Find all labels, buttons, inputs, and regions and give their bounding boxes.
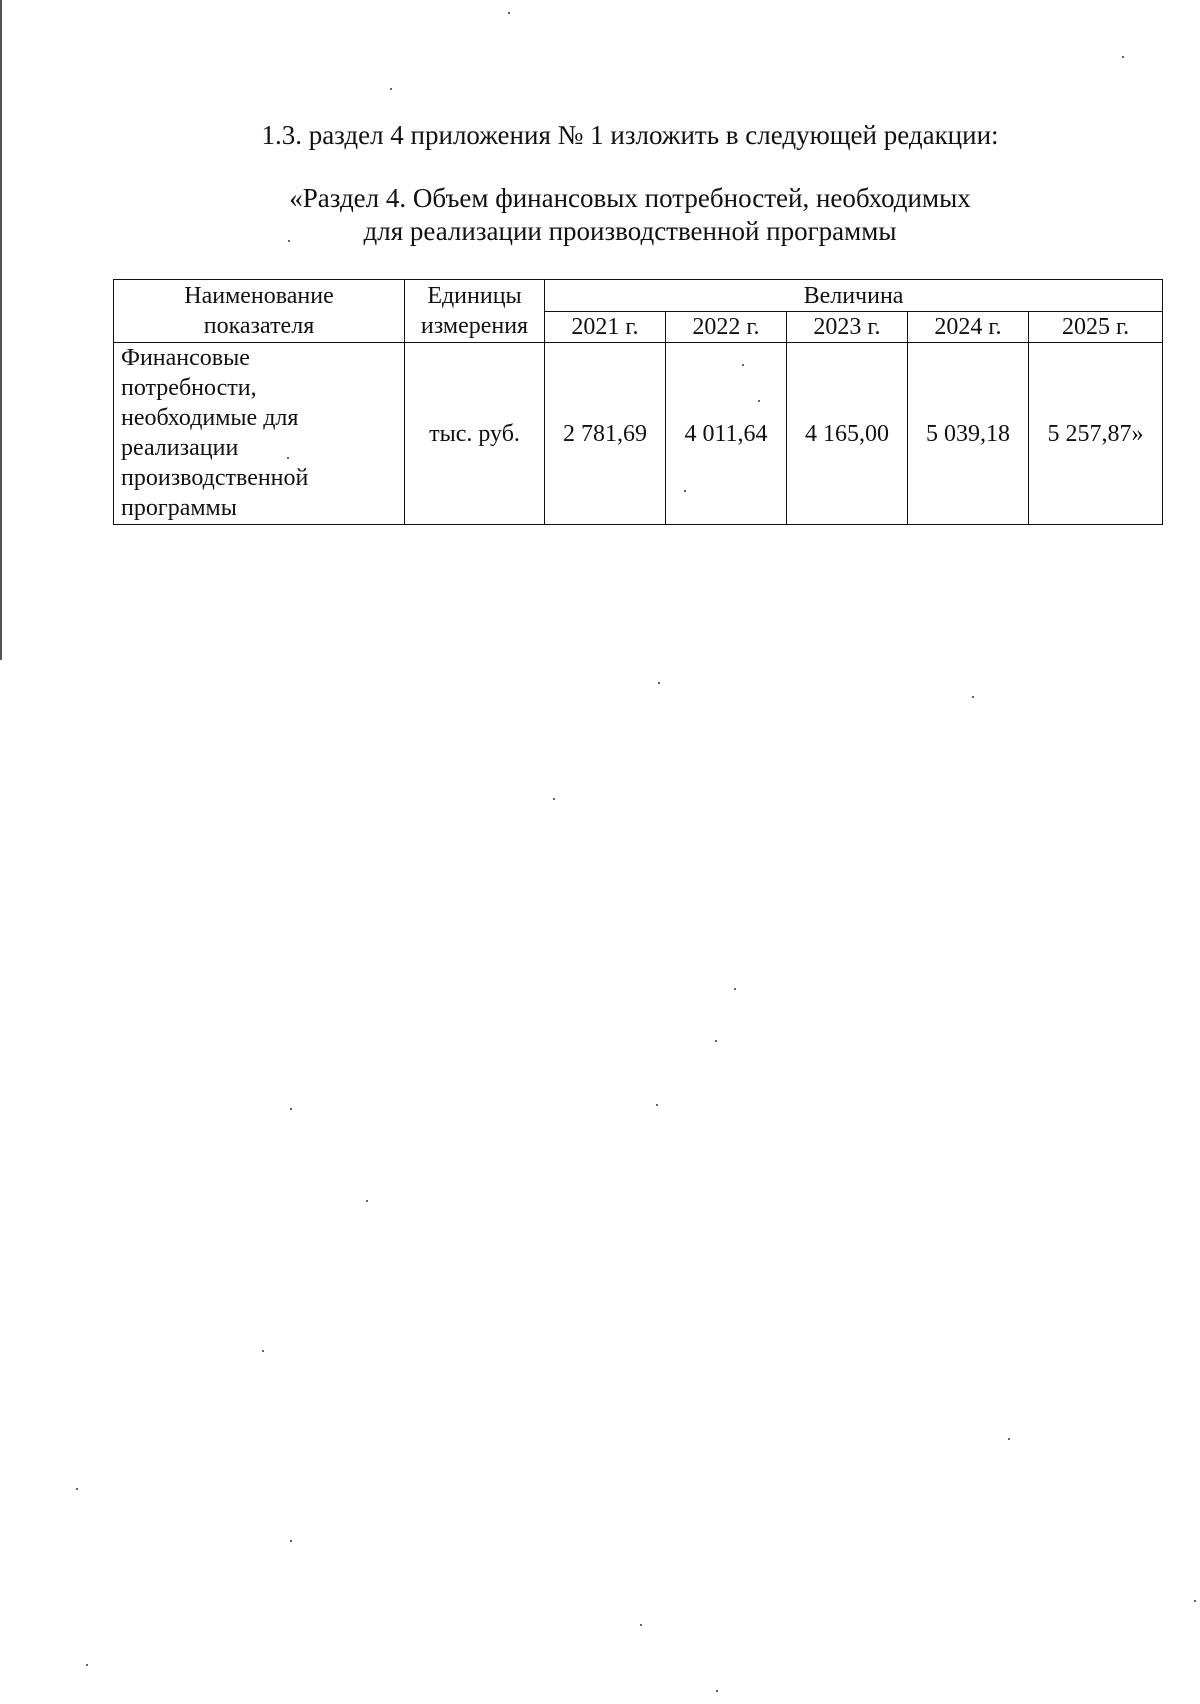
section-title-line-2: для реализации производственной программы	[363, 216, 897, 246]
scan-speck	[287, 457, 289, 459]
row-value-2025: 5 257,87»	[1029, 343, 1163, 525]
row-indicator-name: Финансовые потребности, необходимые для реализации производственной программы	[114, 343, 405, 525]
scan-speck	[553, 798, 555, 800]
scan-speck	[290, 1108, 292, 1110]
header-unit: Единицы измерения	[405, 280, 545, 343]
row-value-2022: 4 011,64	[666, 343, 787, 525]
scan-speck	[658, 682, 660, 684]
scan-speck	[288, 240, 290, 242]
scan-speck	[1194, 1600, 1196, 1602]
row-value-2023: 4 165,00	[787, 343, 908, 525]
scan-speck	[76, 1488, 78, 1490]
row-value-2021: 2 781,69	[545, 343, 666, 525]
table-row	[114, 343, 1163, 525]
scan-speck	[1008, 1438, 1010, 1440]
table-header-row-1	[114, 280, 1163, 312]
scan-speck	[716, 1690, 718, 1692]
header-year-2022: 2022 г.	[666, 312, 787, 343]
scan-speck	[262, 1350, 264, 1352]
intro-paragraph: 1.3. раздел 4 приложения № 1 изложить в следующей редакции:	[261, 120, 999, 150]
scan-speck	[390, 88, 392, 90]
scan-speck	[1122, 56, 1124, 58]
scan-speck	[640, 1624, 642, 1626]
row-unit: тыс. руб.	[405, 343, 545, 525]
scan-speck	[758, 400, 760, 402]
scan-speck	[742, 364, 744, 366]
header-year-2023: 2023 г.	[787, 312, 908, 343]
financial-needs-table	[113, 279, 1163, 525]
scan-speck	[972, 696, 974, 698]
scan-speck	[86, 1664, 88, 1666]
header-year-2025: 2025 г.	[1029, 312, 1163, 343]
section-title-line-1: «Раздел 4. Объем финансовых потребностей, необходимых	[289, 183, 971, 213]
scan-speck	[508, 12, 510, 14]
scan-speck	[290, 1540, 292, 1542]
scan-speck	[366, 1200, 368, 1202]
row-value-2024: 5 039,18	[908, 343, 1029, 525]
scan-speck	[684, 490, 686, 492]
header-indicator-name: Наименование показателя	[114, 280, 405, 343]
section-title	[0, 182, 1200, 248]
scan-speck	[656, 1104, 658, 1106]
scan-edge-line	[0, 0, 2, 660]
header-year-2021: 2021 г.	[545, 312, 666, 343]
scan-speck	[715, 1040, 717, 1042]
scan-speck	[734, 988, 736, 990]
header-year-2024: 2024 г.	[908, 312, 1029, 343]
header-value-group: Величина	[545, 280, 1163, 312]
